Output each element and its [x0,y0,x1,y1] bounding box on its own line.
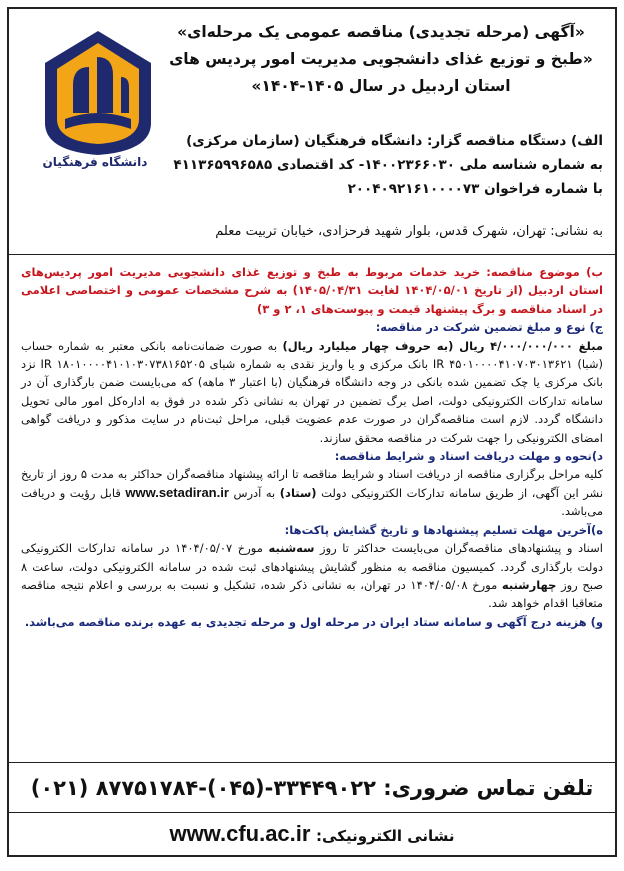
organizer-address: به نشانی: تهران، شهرک قدس، بلوار شهید فرحزادی، خیابان تربیت معلم [215,224,603,239]
contact-phones: ۳۳۴۴۹۰۲۲-(۰۴۵)-۸۷۷۵۱۷۸۴ (۰۲۱) [30,776,376,800]
documents-text-3: قابل رؤیت و دریافت می‌باشد. [21,485,603,519]
deadline-day-1: سه‌شنبه [268,541,315,556]
documents-text-2: به آدرس [233,485,276,500]
documents-text-1: کلیه مراحل برگزاری مناقصه از دریافت اسناد و شرایط مناقصه تا ارائه پیشنهاد مناقصه‌گران حداکثر به مدت ۵ روز از تاریخ نشر این آگهی، از طریق سامانه تدارکات الکترونیکی دولت [21,467,604,500]
deadline-day-2: چهارشنبه [501,577,557,592]
section-documents [21,447,603,521]
contact-label: تلفن تماس ضروری: [383,776,594,800]
logo-name: دانشگاه فرهنگیان [42,155,148,169]
notice-title [161,19,601,100]
title-line-1: «آگهی (مرحله تجدیدی) مناقصه عمومی یک مرحله‌ای» [177,23,585,41]
section-deadline-heading: ه)آخرین مهلت تسلیم پیشنهادها و تاریخ گشایش پاکت‌ها: [284,522,603,537]
title-line-2: «طبخ و توزیع غذای دانشجویی مدیریت امور پردیس های [169,50,593,68]
guarantee-amount: مبلغ ۴/۰۰۰/۰۰۰/۰۰۰ ریال (به حروف چهار میلیارد ریال) [282,338,604,353]
website-row [9,812,615,855]
deadline-text-3: مورخ ۱۴۰۴/۰۵/۰۸ در تهران، به نشانی ذکر شده، تشکیل و نسبت به بررسی و اعلام نتیجه مناقصه متعاقبا اقدام خواهد شد. [21,577,603,611]
deadline-text-1: اسناد و پیشنهادهای مناقصه‌گران می‌بایست حداکثر تا روز [320,541,603,556]
organizer-info [33,129,603,201]
organizer-line-3: با شماره فراخوان ۲۰۰۴۰۹۲۱۶۱۰۰۰۰۷۳ [347,181,603,197]
tender-notice [7,7,617,857]
organizer-line-2: به شماره شناسه ملی ۱۴۰۰۲۳۶۶۰۳۰- کد اقتصادی ۴۱۱۳۶۵۹۹۶۵۸۵ [173,157,603,173]
website-url[interactable]: www.cfu.ac.ir [169,821,311,846]
section-deadline [21,521,603,613]
section-subject-text: خرید خدمات مربوط به طبخ و توزیع غذای دانشجویی مدیریت امور پردیس‌های استان اردبیل (از تاریخ ۱۴۰۴/۰۵/۰۱ لغایت ۱۴۰۵/۰۴/۳۱) به شرح مشخصات عمومی و اختصاصی اعلامی در اسناد مناقصه و برگ پیشنهاد قیمت و پیوست‌های ۱، ۲ و ۳) [21,265,603,316]
setad-label: (ستاد) [279,485,317,500]
section-subject-label: ب) موضوع مناقصه: [486,265,603,279]
section-subject [21,263,603,318]
contact-phone [9,762,615,813]
section-costs: و) هزینه درج آگهی و سامانه ستاد ایران در مرحله اول و مرحله تجدیدی به عهده برنده مناقصه می‌باشد. [24,614,603,629]
section-documents-heading: د)نحوه و مهلت دریافت اسناد و شرایط مناقصه: [334,449,603,464]
title-line-3: استان اردبیل در سال ۱۴۰۵-۱۴۰۴» [251,77,511,95]
notice-body [9,255,615,631]
website-label: نشانی الکترونیکی: [316,827,455,845]
guarantee-text: به صورت ضمانت‌نامه بانکی معتبر به شماره حساب (شبا) IR ۴۵۰۱۰۰۰۰۴۱۰۷۰۳۰۱۳۶۲۱ بانک مرکزی و یا واریز نقدی به شماره شبای IR ۱۸۰۱۰۰۰۰۴۱۰۱۰۳۰۷۳۸۱۶۵۲۰۵ نزد بانک مرکزی یا چک تضمین شده بانکی در وجه دانشگاه فرهنگیان (با اعتبار ۳ ماهه) که می‌بایست ضمن بارگذاری آن در سامانه تدارکات الکترونیکی دولت، اصل برگ تضمین در تهران به نشانی ذکر شده در فوق به اداره‌کل امور مالی تحویل دانشگاه گردد. لازم است مناقصه‌گران در صورت عدم عضویت قبلی، مراحل ثبت‌نام در سایت مذکور و دریافت گواهی امضای الکترونیکی را جهت شرکت در مناقصه محقق سازند. [21,338,603,445]
deadline-text-2: مورخ ۱۴۰۴/۰۵/۰۷ در سامانه تدارکات الکترونیکی دولت بارگذاری گردد. کمیسیون مناقصه به منظور گشایش پیشنهادهای ثبت شده در سامانه الکترونیکی دولت، ساعت ۸ صبح روز [21,541,604,592]
section-guarantee [21,318,603,447]
section-guarantee-heading: ج) نوع و مبلغ تضمین شرکت در مناقصه: [375,320,603,335]
notice-header [9,9,615,255]
setad-url[interactable]: www.setadiran.ir [125,484,229,500]
organizer-line-1: الف) دستگاه مناقصه گزار: دانشگاه فرهنگیان (سازمان مرکزی) [186,133,603,149]
